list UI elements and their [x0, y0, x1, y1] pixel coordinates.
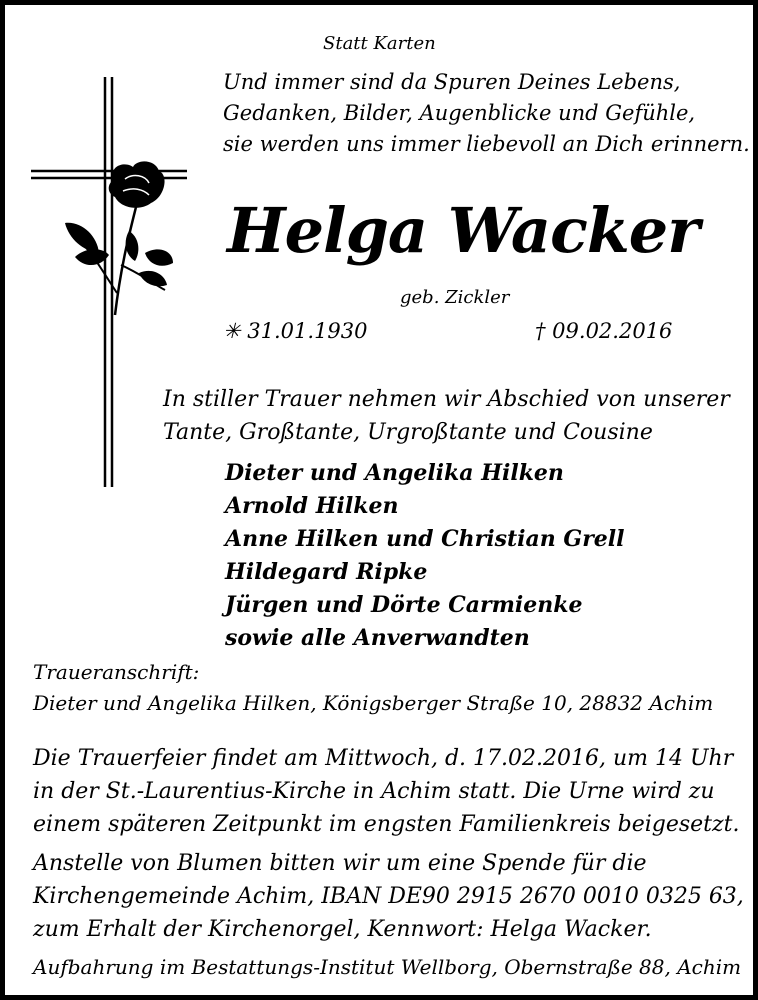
- verse-line: Gedanken, Bilder, Augenblicke und Gefühle,: [223, 101, 696, 125]
- address-text: Dieter und Angelika Hilken, Königsberger Straße 10, 28832 Achim: [33, 691, 714, 715]
- mourner-name: sowie alle Anverwandten: [225, 625, 530, 651]
- birth-date: ✳ 31.01.1930: [223, 319, 368, 343]
- intro-text: [163, 383, 730, 449]
- service-line: Die Trauerfeier findet am Mittwoch, d. 17.02.2016, um 14 Uhr: [33, 746, 734, 771]
- service-line: einem späteren Zeitpunkt im engsten Familienkreis beigesetzt.: [33, 812, 740, 837]
- verse-line: sie werden uns immer liebevoll an Dich erinnern.: [223, 132, 750, 156]
- viewing-info: Aufbahrung im Bestattungs-Institut Wellborg, Obernstraße 88, Achim: [33, 955, 742, 979]
- mourner-name: Arnold Hilken: [225, 493, 399, 519]
- service-info: [33, 742, 739, 841]
- intro-line: In stiller Trauer nehmen wir Abschied von unserer: [163, 387, 730, 412]
- memorial-verse: [223, 67, 750, 160]
- intro-line: Tante, Großtante, Urgroßtante und Cousine: [163, 420, 653, 445]
- service-line: in der St.-Laurentius-Kirche in Achim statt. Die Urne wird zu: [33, 779, 715, 804]
- mourner-name: Hildegard Ripke: [225, 559, 428, 585]
- donation-info: [33, 847, 744, 946]
- header-text: Statt Karten: [323, 33, 436, 54]
- maiden-name: geb. Zickler: [400, 287, 510, 308]
- mourner-name: Jürgen und Dörte Carmienke: [225, 592, 583, 618]
- mourners-list: [225, 457, 625, 655]
- verse-line: Und immer sind da Spuren Deines Lebens,: [223, 70, 681, 94]
- mourner-name: Dieter und Angelika Hilken: [225, 460, 564, 486]
- address-label: Traueranschrift:: [33, 660, 200, 684]
- deceased-name: Helga Wacker: [227, 194, 699, 267]
- donation-line: zum Erhalt der Kirchenorgel, Kennwort: Helga Wacker.: [33, 917, 652, 942]
- mourning-address: [33, 657, 713, 719]
- donation-line: Kirchengemeinde Achim, IBAN DE90 2915 2670 0010 0325 63,: [33, 884, 744, 909]
- donation-line: Anstelle von Blumen bitten wir um eine Spende für die: [33, 851, 647, 876]
- mourner-name: Anne Hilken und Christian Grell: [225, 526, 625, 552]
- death-date: † 09.02.2016: [535, 319, 673, 343]
